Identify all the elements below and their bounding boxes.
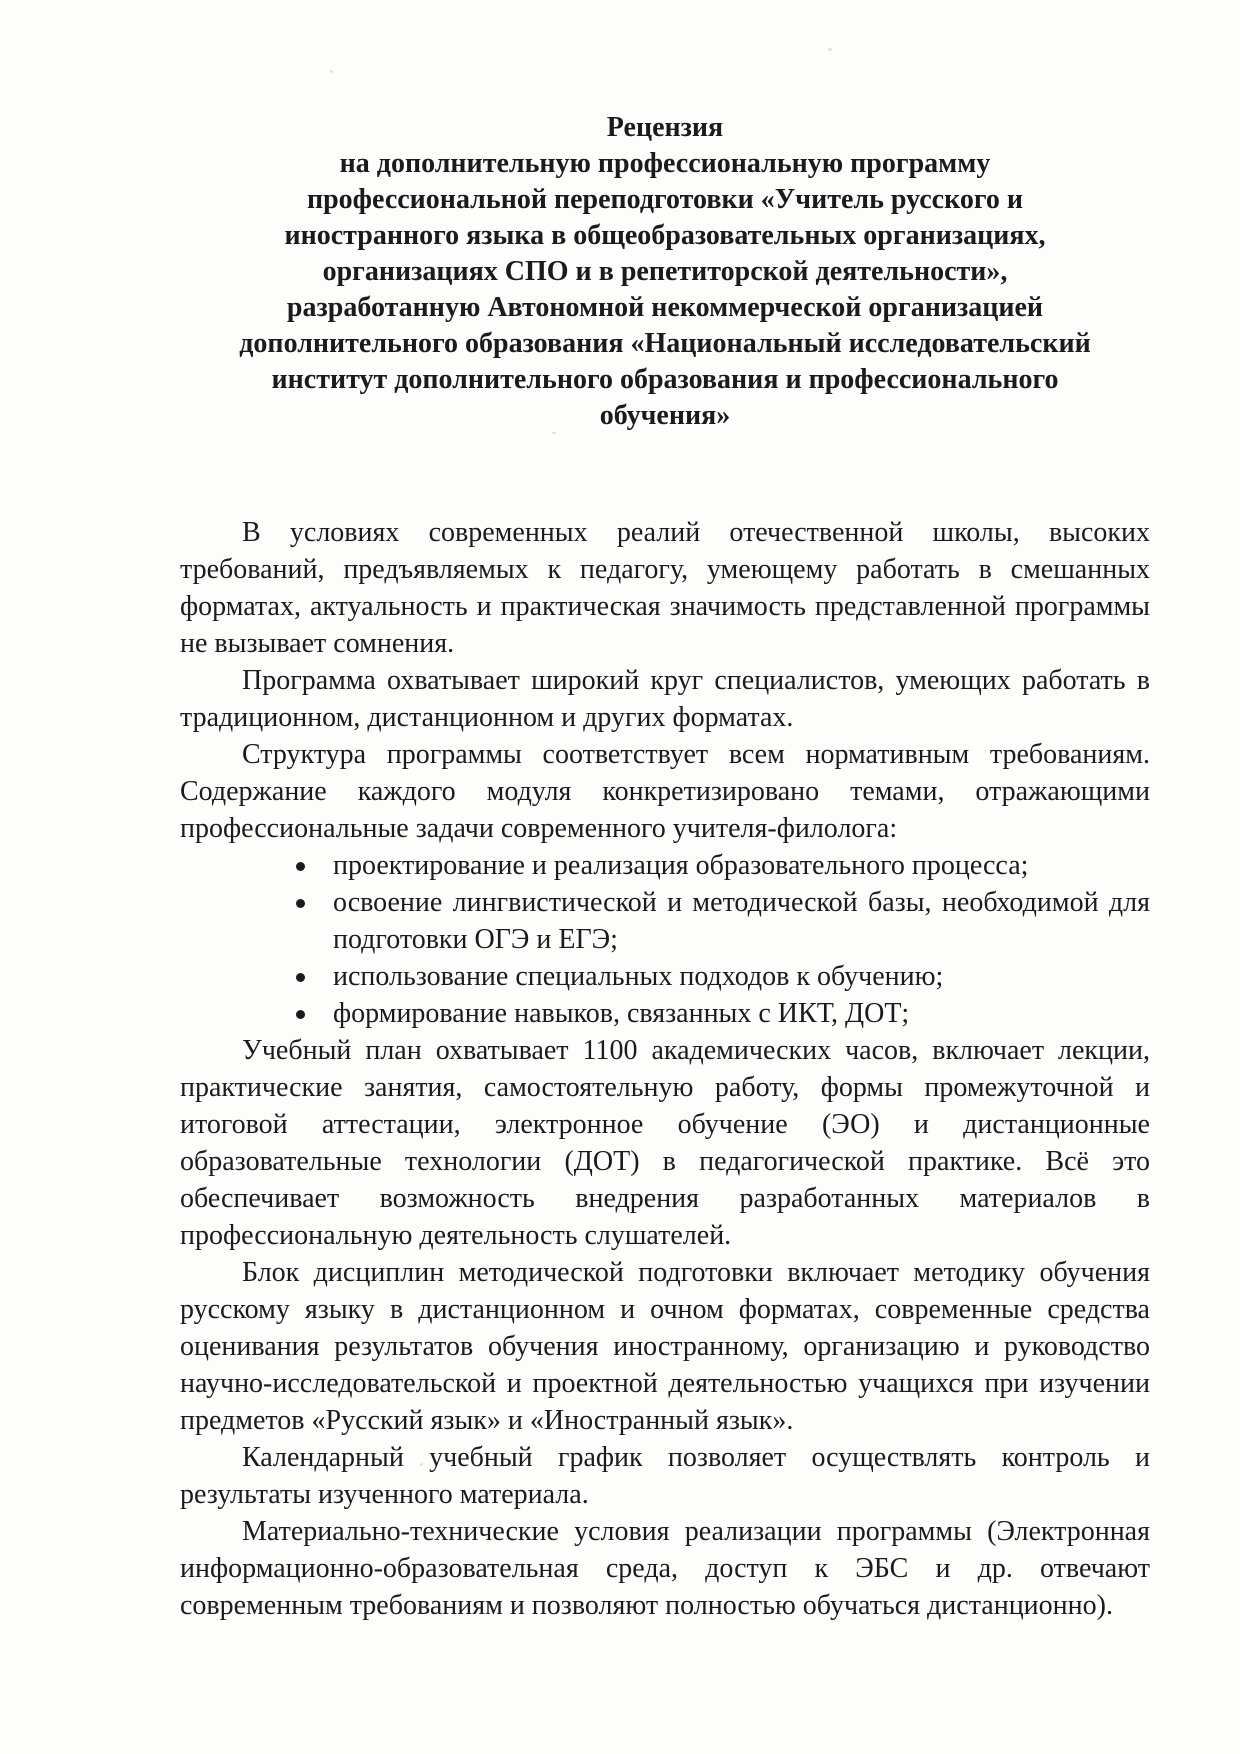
list-item: [180, 847, 1150, 884]
document-subtitle: на дополнительную профессиональную программу профессиональной переподготовки «Учитель русского и иностранного языка в общеобразовательных организациях, организациях СПО и в репетиторской деятельности», разработанную Автономной некоммерческой организацией дополнительного образования «Национальный исследовательский институт дополнительного образования и профессионального обучения»: [239, 148, 1091, 431]
bullet-item-text: освоение лингвистической и методической базы, необходимой для подготовки ОГЭ и ЕГЭ;: [333, 887, 1150, 955]
list-item: [180, 995, 1150, 1032]
bullet-icon: [296, 899, 305, 908]
paragraph-schedule: Календарный учебный график позволяет осуществлять контроль и результаты изученного материала.: [180, 1442, 1150, 1510]
bullet-item-text: проектирование и реализация образовательного процесса;: [333, 850, 1029, 881]
document-content: [180, 110, 1150, 1624]
bullet-icon: [296, 1010, 305, 1019]
paragraph-structure: Структура программы соответствует всем нормативным требованиям. Содержание каждого модуля конкретизировано темами, отражающими профессиональные задачи современного учителя-филолога:: [180, 739, 1150, 844]
bullet-icon: [296, 973, 305, 982]
paragraph-audience: Программа охватывает широкий круг специалистов, умеющих работать в традиционном, дистанционном и других форматах.: [180, 665, 1150, 733]
paragraph-material-conditions: Материально-технические условия реализации программы (Электронная информационно-образовательная среда, доступ к ЭБС и др. отвечают современным требованиям и позволяют полностью обучаться дистанционно).: [180, 1516, 1150, 1621]
scan-speck: [330, 70, 333, 73]
paragraph-methodology: Блок дисциплин методической подготовки включает методику обучения русскому языку в дистанционном и очном форматах, современные средства оценивания результатов обучения иностранному, организацию и руководство научно-исследовательской и проектной деятельностью учащихся при изучении предметов «Русский язык» и «Иностранный язык».: [180, 1257, 1150, 1436]
scan-speck: [828, 48, 832, 51]
bullet-item-text: формирование навыков, связанных с ИКТ, ДОТ;: [333, 998, 910, 1029]
bullet-list: [180, 847, 1150, 1032]
list-item: [180, 958, 1150, 995]
bullet-icon: [296, 862, 305, 871]
paragraph-curriculum: Учебный план охватывает 1100 академических часов, включает лекции, практические занятия, самостоятельную работу, формы промежуточной и итоговой аттестации, электронное обучение (ЭО) и дистанционные образовательные технологии (ДОТ) в педагогической практике. Всё это обеспечивает возможность внедрения разработанных материалов в профессиональную деятельность слушателей.: [180, 1035, 1150, 1251]
bullet-item-text: использование специальных подходов к обучению;: [333, 961, 944, 992]
document-title: Рецензия: [606, 112, 724, 143]
paragraph-relevance: В условиях современных реалий отечественной школы, высоких требований, предъявляемых к педагогу, умеющему работать в смешанных форматах, актуальность и практическая значимость представленной программы не вызывает сомнения.: [180, 517, 1150, 659]
document-body: [180, 514, 1150, 1624]
list-item: [180, 884, 1150, 958]
